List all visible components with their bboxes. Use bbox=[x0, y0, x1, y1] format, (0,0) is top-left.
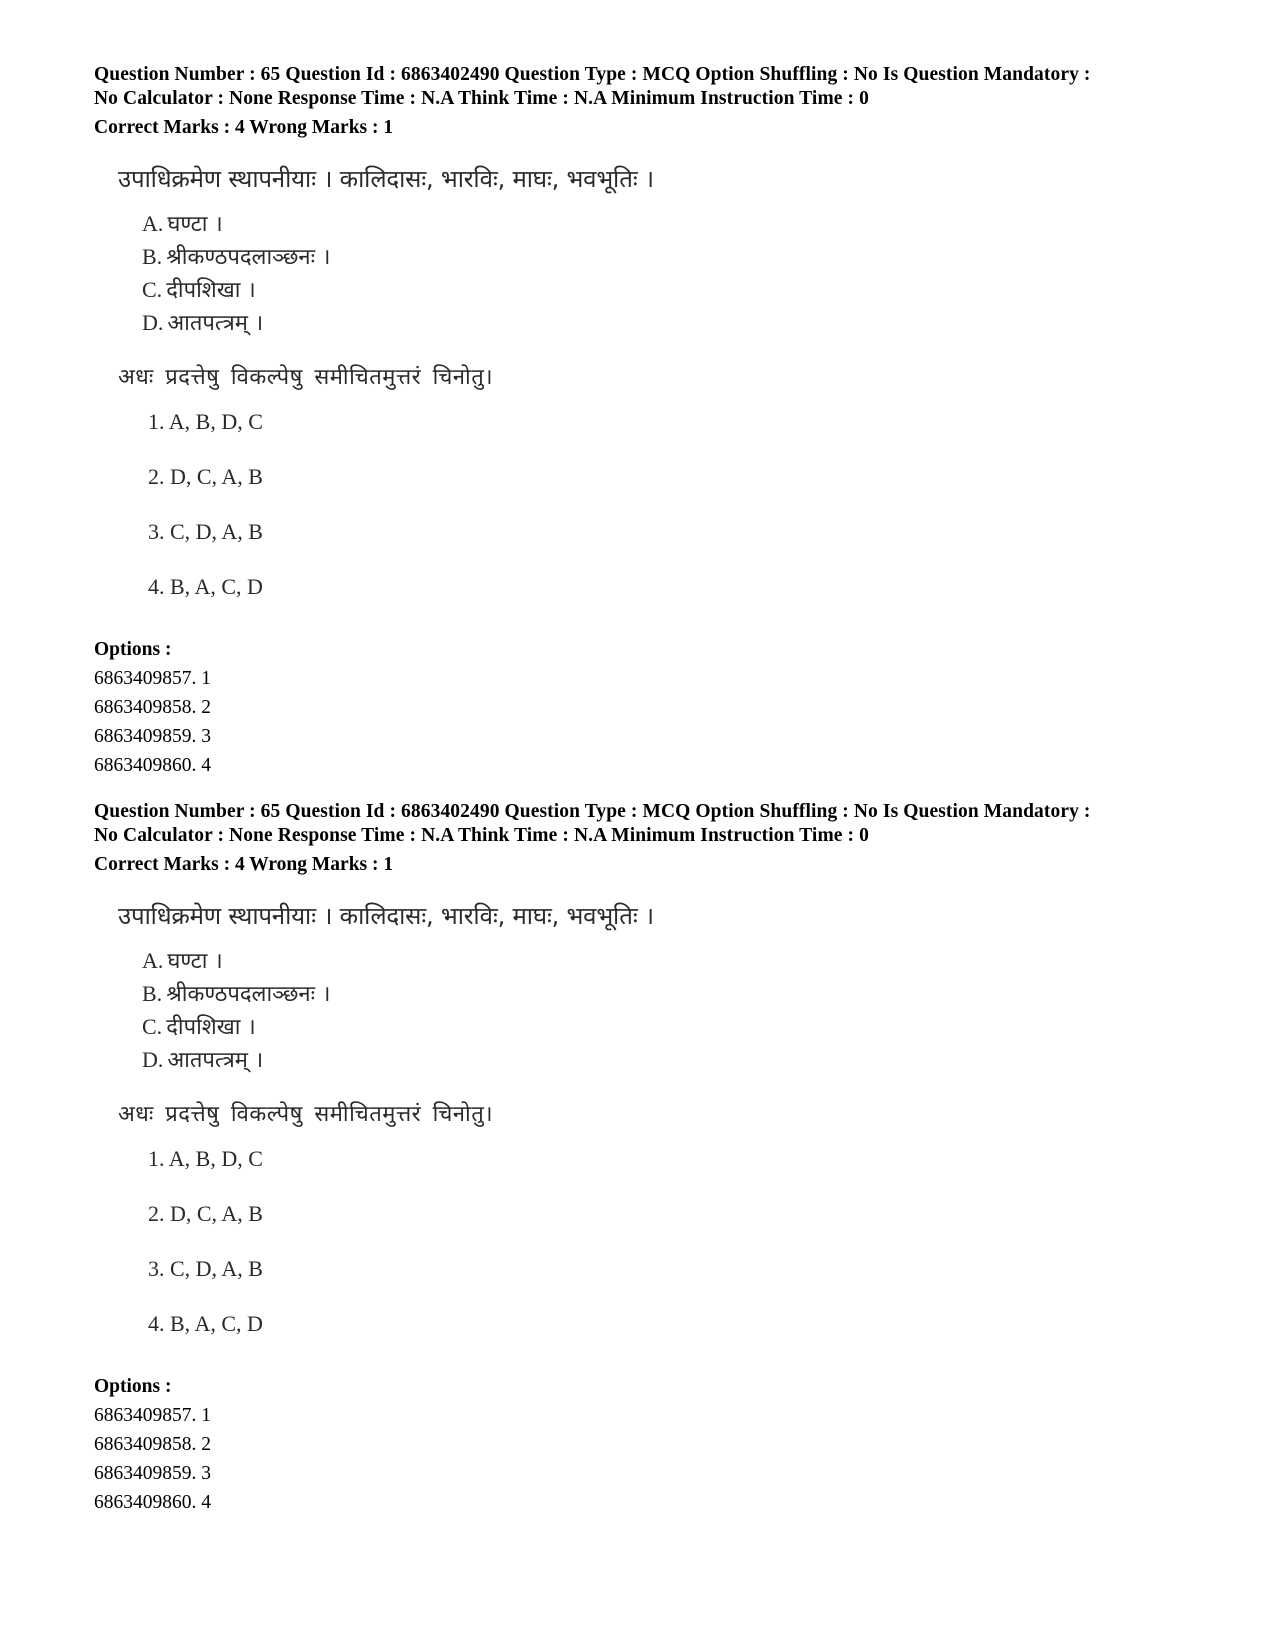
item-label: A. bbox=[142, 948, 164, 973]
item-text: घण्टा । bbox=[167, 949, 223, 974]
item-label: C. bbox=[142, 1014, 163, 1039]
option-id: 6863409858. 2 bbox=[94, 697, 211, 718]
question-block bbox=[94, 63, 1214, 780]
list-item bbox=[142, 945, 1214, 978]
item-text: दीपशिखा । bbox=[166, 1015, 256, 1040]
question-block bbox=[94, 800, 1214, 1517]
choice-list bbox=[148, 406, 1214, 626]
answer-choice: 1. A, B, D, C bbox=[148, 1146, 263, 1171]
options-heading: Options : bbox=[94, 639, 172, 660]
option-id: 6863409857. 1 bbox=[94, 668, 211, 689]
answer-choice: 4. B, A, C, D bbox=[148, 1311, 263, 1336]
list-item bbox=[142, 241, 1214, 274]
item-list bbox=[142, 945, 1214, 1077]
item-text: श्रीकण्ठपदलाञ्छनः । bbox=[166, 982, 331, 1007]
list-item bbox=[142, 1044, 1214, 1077]
item-text: दीपशिखा । bbox=[166, 278, 256, 303]
option-id: 6863409859. 3 bbox=[94, 1463, 211, 1484]
marks-line: Correct Marks : 4 Wrong Marks : 1 bbox=[94, 117, 394, 138]
question-meta-line-1: Question Number : 65 Question Id : 6863402490 Question Type : MCQ Option Shuffling : No Is Question Mandatory : bbox=[94, 64, 1091, 85]
question-image bbox=[118, 899, 1214, 1363]
list-item bbox=[142, 274, 1214, 307]
answer-choice: 4. B, A, C, D bbox=[148, 574, 263, 599]
option-id: 6863409858. 2 bbox=[94, 1434, 211, 1455]
question-meta-line-1: Question Number : 65 Question Id : 6863402490 Question Type : MCQ Option Shuffling : No Is Question Mandatory : bbox=[94, 801, 1091, 822]
list-item bbox=[142, 1011, 1214, 1044]
list-item bbox=[142, 307, 1214, 340]
option-id: 6863409859. 3 bbox=[94, 726, 211, 747]
item-label: B. bbox=[142, 244, 163, 269]
item-label: D. bbox=[142, 1047, 164, 1072]
question-stem: उपाधिक्रमेण स्थापनीयाः । कालिदासः, भारविः, माघः, भवभूतिः । bbox=[118, 902, 654, 930]
instruction-text: अधः प्रदत्तेषु विकल्पेषु समीचितमुत्तरं चिनोतु। bbox=[118, 1102, 494, 1127]
question-stem: उपाधिक्रमेण स्थापनीयाः । कालिदासः, भारविः, माघः, भवभूतिः । bbox=[118, 165, 654, 193]
list-item bbox=[142, 978, 1214, 1011]
item-text: घण्टा । bbox=[167, 212, 223, 237]
instruction-text: अधः प्रदत्तेषु विकल्पेषु समीचितमुत्तरं चिनोतु। bbox=[118, 365, 494, 390]
option-id: 6863409860. 4 bbox=[94, 755, 211, 776]
item-list bbox=[142, 208, 1214, 340]
item-label: C. bbox=[142, 277, 163, 302]
item-label: B. bbox=[142, 981, 163, 1006]
choice-list bbox=[148, 1143, 1214, 1363]
answer-choice: 3. C, D, A, B bbox=[148, 519, 263, 544]
options-heading: Options : bbox=[94, 1376, 172, 1397]
options-section bbox=[94, 636, 1214, 780]
answer-choice: 1. A, B, D, C bbox=[148, 409, 263, 434]
answer-choice: 2. D, C, A, B bbox=[148, 464, 263, 489]
option-id: 6863409860. 4 bbox=[94, 1492, 211, 1513]
list-item bbox=[142, 208, 1214, 241]
question-meta-line-2: No Calculator : None Response Time : N.A Think Time : N.A Minimum Instruction Time : 0 bbox=[94, 825, 869, 846]
options-section bbox=[94, 1373, 1214, 1517]
question-meta-line-2: No Calculator : None Response Time : N.A Think Time : N.A Minimum Instruction Time : 0 bbox=[94, 88, 869, 109]
question-image bbox=[118, 162, 1214, 626]
item-text: श्रीकण्ठपदलाञ्छनः । bbox=[166, 245, 331, 270]
question-meta bbox=[94, 800, 1214, 848]
item-label: D. bbox=[142, 310, 164, 335]
answer-choice: 2. D, C, A, B bbox=[148, 1201, 263, 1226]
item-text: आतपत्त्रम् । bbox=[167, 1048, 264, 1073]
answer-choice: 3. C, D, A, B bbox=[148, 1256, 263, 1281]
question-meta bbox=[94, 63, 1214, 111]
marks-line: Correct Marks : 4 Wrong Marks : 1 bbox=[94, 854, 394, 875]
option-id: 6863409857. 1 bbox=[94, 1405, 211, 1426]
item-text: आतपत्त्रम् । bbox=[167, 311, 264, 336]
item-label: A. bbox=[142, 211, 164, 236]
